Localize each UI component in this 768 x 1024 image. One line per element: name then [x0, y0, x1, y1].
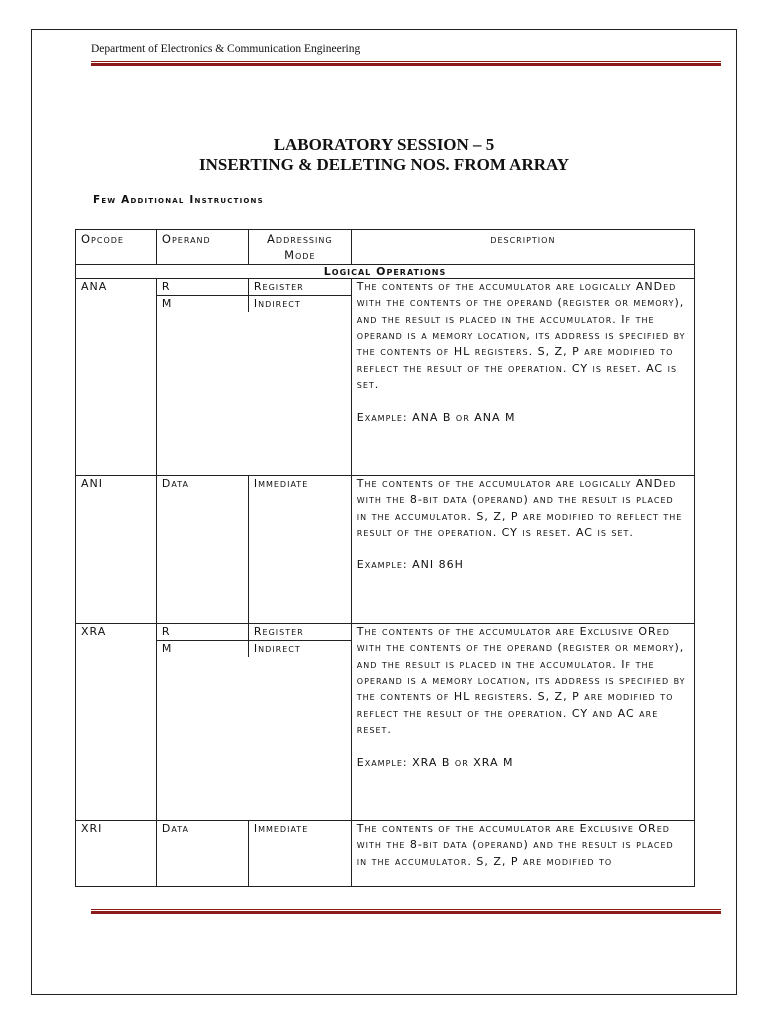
footer-rule — [91, 909, 721, 914]
table-row — [76, 623, 695, 820]
col-header-opcode: Opcode — [76, 230, 157, 265]
mode-value: Indirect — [253, 642, 301, 656]
group-heading: Logical Operations — [76, 264, 695, 278]
instruction-table — [75, 229, 695, 887]
table-row — [76, 278, 695, 475]
description-cell — [351, 623, 694, 820]
operand-value: R — [157, 624, 249, 640]
header-rule — [91, 61, 721, 66]
description-cell — [351, 278, 694, 475]
opcode-cell: ANI — [76, 475, 157, 623]
example-text: Example: ANA B or ANA M — [356, 410, 516, 424]
operand-value: M — [157, 296, 249, 312]
description-text: The contents of the accumulator are Exclusive ORed with the 8-bit data (operand) and the result is placed in the accumulator. S, Z, P are modified to — [356, 821, 674, 868]
operand-value: M — [157, 641, 249, 657]
section-heading: Few Additional Instructions — [93, 194, 264, 206]
operand-cell: Data — [156, 820, 248, 886]
department-header: Department of Electronics & Communication Engineering — [91, 43, 361, 55]
mode-value: Register — [253, 624, 304, 638]
page-subtitle: INSERTING & DELETING NOS. FROM ARRAY — [199, 155, 569, 174]
col-header-addressing: Addressing Mode — [248, 230, 351, 265]
group-heading-row — [76, 264, 695, 278]
mode-cell: Immediate — [248, 820, 351, 886]
description-text: The contents of the accumulator are logically ANDed with the contents of the operand (register or memory), and the result is placed in the accumulator. If the operand is a memory location, its address is specified by the contents of HL registers. S, Z, P are modified to reflect the result of the operation. CY is reset. AC is set. — [356, 279, 686, 392]
description-text: The contents of the accumulator are logically ANDed with the 8-bit data (operand) and the result is placed in the accumulator. S, Z, P are modified to reflect the result of the operation. CY is reset. AC is set. — [356, 476, 683, 540]
opcode-cell: ANA — [76, 278, 157, 475]
operand-mode-cell — [156, 278, 351, 475]
example-text: Example: XRA B or XRA M — [356, 755, 514, 769]
opcode-cell: XRI — [76, 820, 157, 886]
description-cell — [351, 475, 694, 623]
operand-mode-cell — [156, 623, 351, 820]
operand-cell: Data — [156, 475, 248, 623]
mode-value: Indirect — [253, 297, 301, 311]
example-text: Example: ANI 86H — [356, 558, 464, 572]
mode-value: Register — [253, 279, 304, 293]
mode-cell: Immediate — [248, 475, 351, 623]
opcode-cell: XRA — [76, 623, 157, 820]
description-cell — [351, 820, 694, 886]
page-title: LABORATORY SESSION – 5 — [273, 135, 495, 154]
table-row — [76, 820, 695, 886]
table-header-row — [76, 230, 695, 265]
col-header-description: description — [351, 230, 694, 265]
table-row — [76, 475, 695, 623]
description-text: The contents of the accumulator are Exclusive ORed with the contents of the operand (register or memory), and the result is placed in the accumulator. If the operand is a memory location, its address is specified by the contents of HL registers. S, Z, P are modified to reflect the result of the operation. CY and AC are reset. — [356, 624, 686, 737]
col-header-operand: Operand — [156, 230, 248, 265]
operand-value: R — [157, 279, 249, 295]
